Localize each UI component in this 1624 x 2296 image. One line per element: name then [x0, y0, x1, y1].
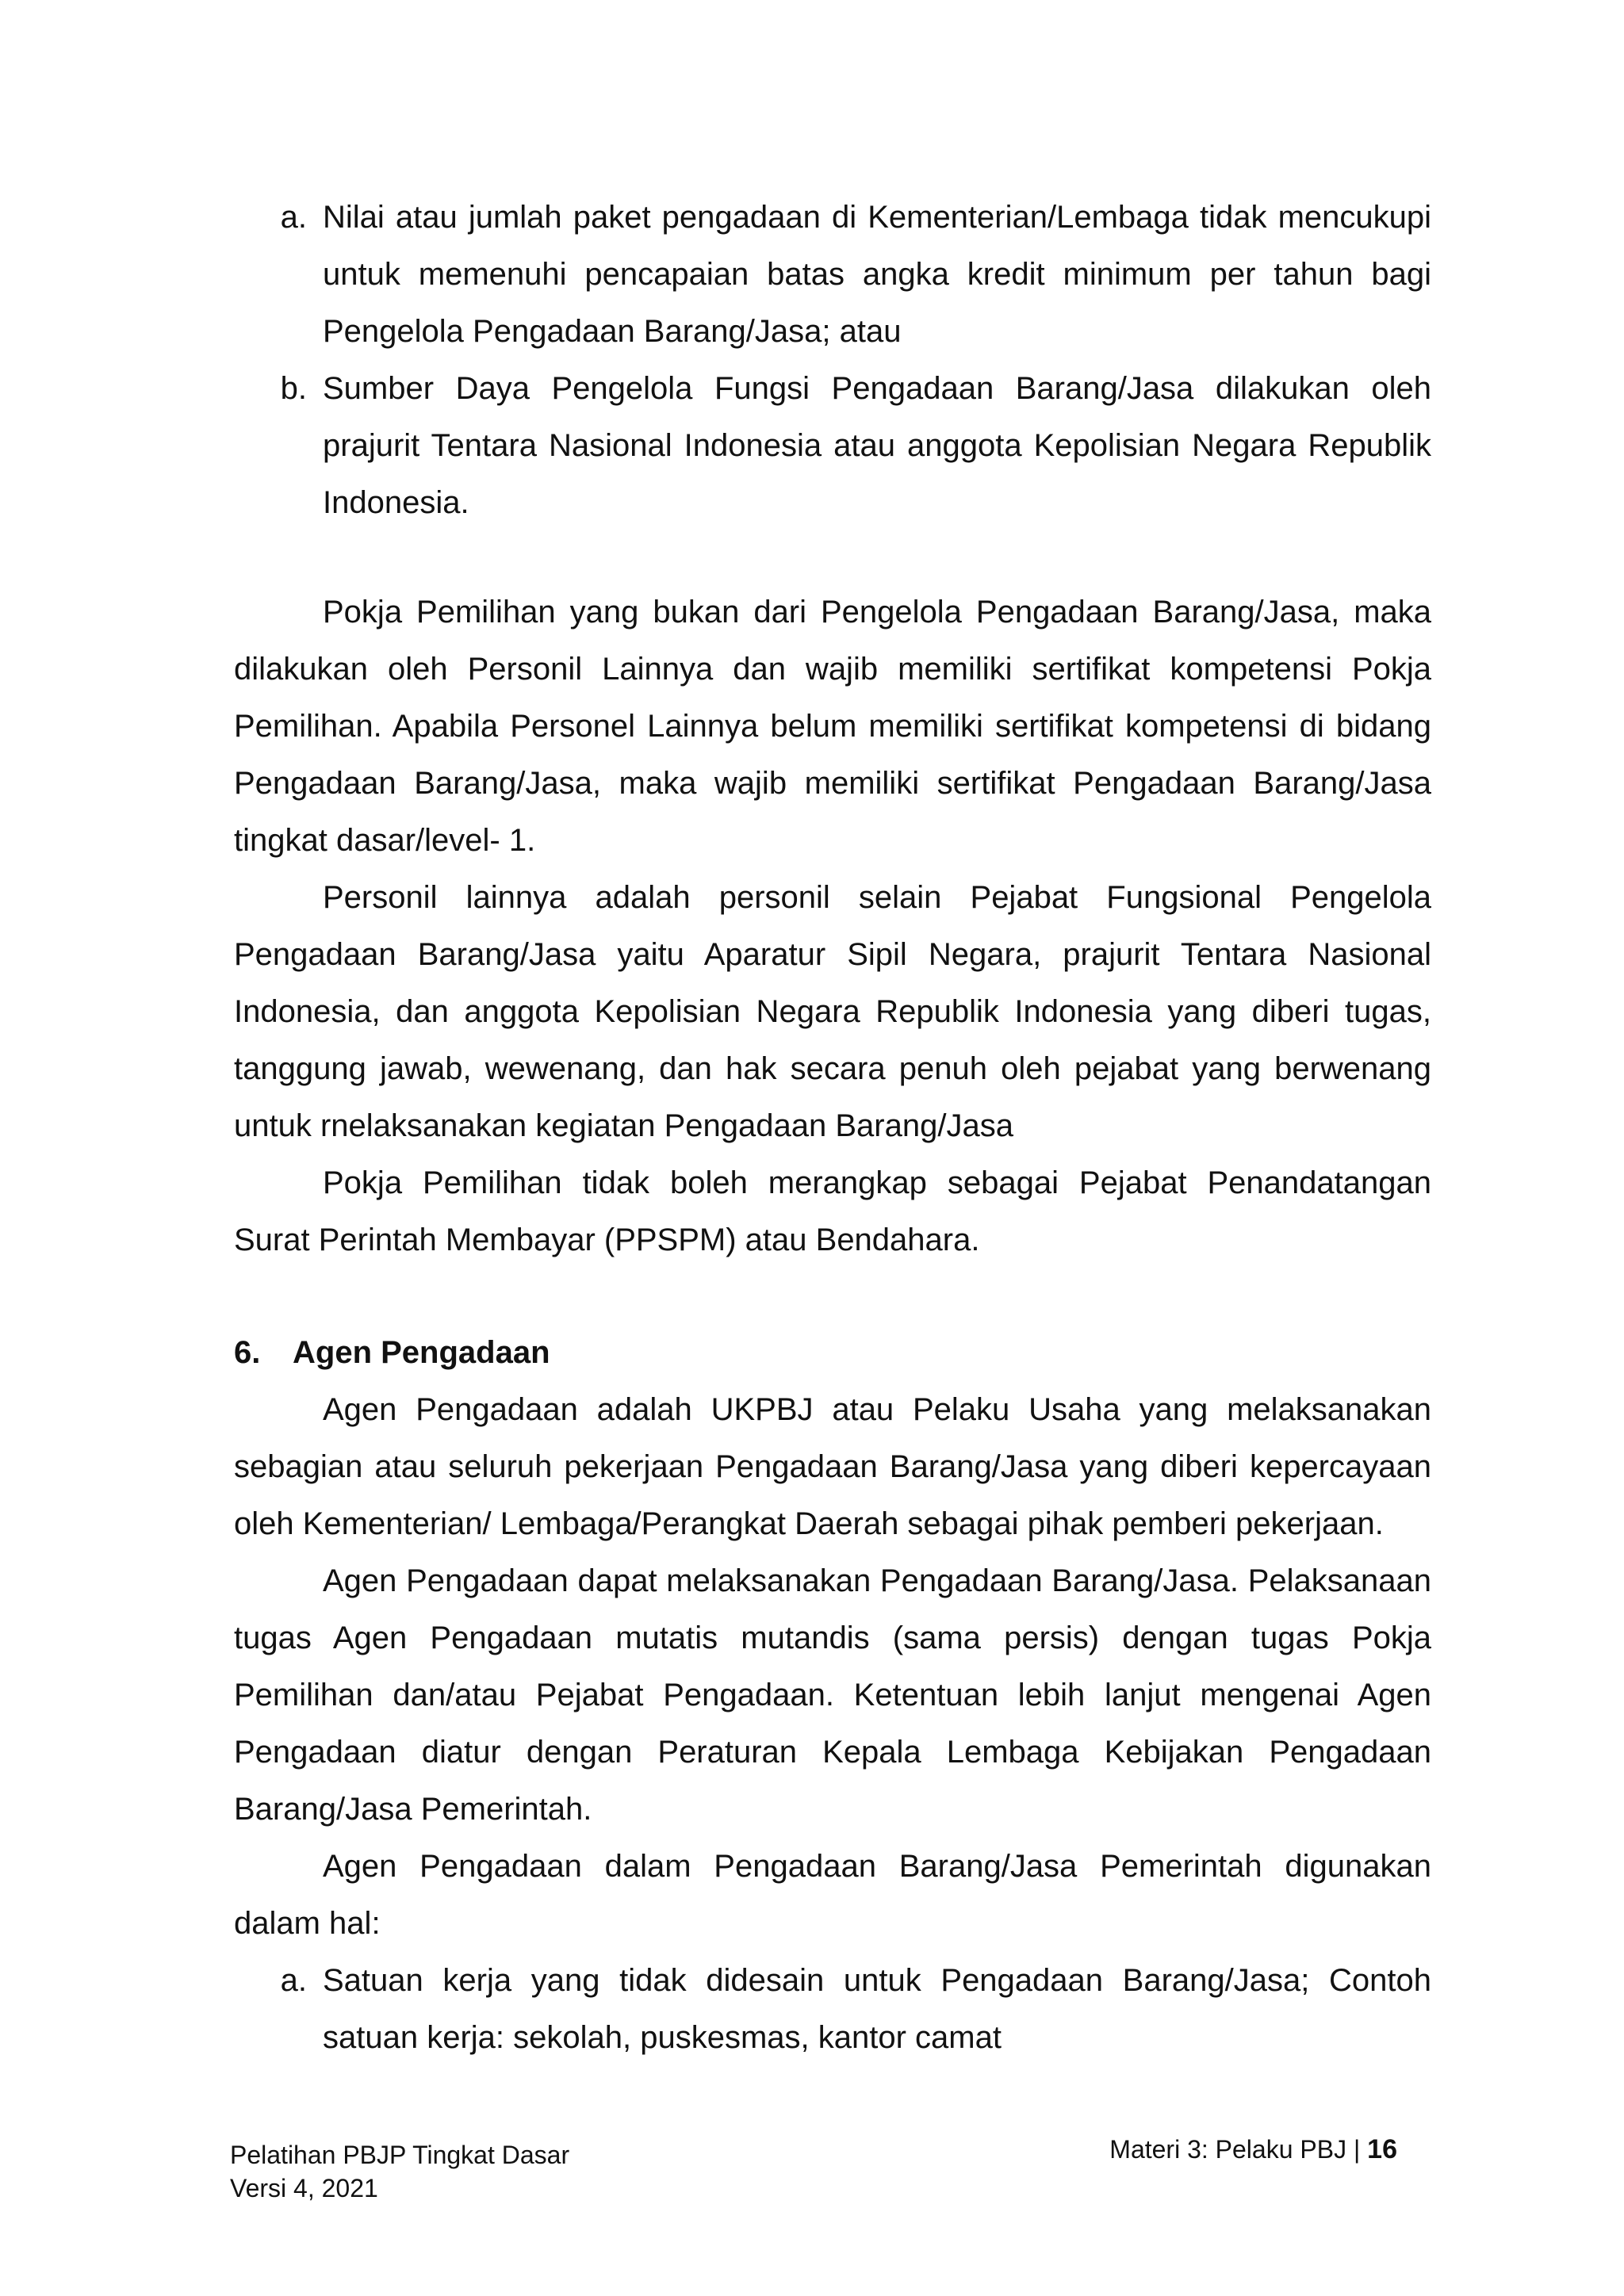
page-number: 16: [1367, 2134, 1397, 2164]
footer-course-title: Pelatihan PBJP Tingkat Dasar: [230, 2141, 570, 2169]
list-marker: a.: [280, 1963, 307, 1998]
footer-version: Versi 4, 2021: [230, 2174, 378, 2202]
paragraph: Agen Pengadaan dapat melaksanakan Pengadaan Barang/Jasa. Pelaksanaan tugas Agen Pengadaan mutatis mutandis (sama persis) dengan tugas Pokja Pemilihan dan/atau Pejabat Pengadaan. Ketentuan lebih lanjut mengenai Agen Pengadaan diatur dengan Peraturan Kepala Lembaga Kebijakan Pengadaan Barang/Jasa Pemerintah.: [234, 1563, 1431, 1827]
list-item: [234, 189, 1431, 360]
footer-left: [230, 2138, 569, 2205]
paragraph: Personil lainnya adalah personil selain Pejabat Fungsional Pengelola Pengadaan Barang/Jasa yaitu Aparatur Sipil Negara, prajurit Tentara Nasional Indonesia, dan anggota Kepolisian Negara Republik Indonesia yang diberi tugas, tanggung jawab, wewenang, dan hak secara penuh oleh pejabat yang berwenang untuk rnelaksanakan kegiatan Pengadaan Barang/Jasa: [234, 880, 1431, 1143]
spacer: [234, 1269, 1431, 1324]
list-item: [234, 1952, 1431, 2066]
paragraph: Pokja Pemilihan yang bukan dari Pengelola Pengadaan Barang/Jasa, maka dilakukan oleh Personil Lainnya dan wajib memiliki sertifikat kompetensi Pokja Pemilihan. Apabila Personel Lainnya belum memiliki sertifikat kompetensi di bidang Pengadaan Barang/Jasa, maka wajib memiliki sertifikat Pengadaan Barang/Jasa tingkat dasar/level- 1.: [234, 595, 1431, 858]
section-heading: [234, 1324, 1431, 1381]
list-item: [234, 360, 1431, 531]
paragraph: Agen Pengadaan adalah UKPBJ atau Pelaku Usaha yang melaksanakan sebagian atau seluruh pekerjaan Pengadaan Barang/Jasa yang diberi kepercayaan oleh Kementerian/ Lembaga/Perangkat Daerah sebagai pihak pemberi pekerjaan.: [234, 1392, 1431, 1541]
list-item-text: Satuan kerja yang tidak didesain untuk Pengadaan Barang/Jasa; Contoh satuan kerja: sekolah, puskesmas, kantor camat: [323, 1963, 1431, 2055]
paragraph: Agen Pengadaan dalam Pengadaan Barang/Jasa Pemerintah digunakan dalam hal:: [234, 1849, 1431, 1941]
paragraph: Pokja Pemilihan tidak boleh merangkap sebagai Pejabat Penandatangan Surat Perintah Membayar (PPSPM) atau Bendahara.: [234, 1165, 1431, 1257]
section-number: 6.: [234, 1335, 261, 1370]
list-item-text: Sumber Daya Pengelola Fungsi Pengadaan Barang/Jasa dilakukan oleh prajurit Tentara Nasional Indonesia atau anggota Kepolisian Negara Republik Indonesia.: [323, 371, 1431, 520]
footer-module-label: Materi 3: Pelaku PBJ |: [1109, 2135, 1361, 2164]
footer-right: [1109, 2133, 1397, 2166]
list-marker: b.: [280, 371, 307, 406]
list-item-text: Nilai atau jumlah paket pengadaan di Kementerian/Lembaga tidak mencukupi untuk memenuhi pencapaian batas angka kredit minimum per tahun bagi Pengelola Pengadaan Barang/Jasa; atau: [323, 200, 1431, 349]
list-marker: a.: [280, 200, 307, 235]
section-title: Agen Pengadaan: [293, 1335, 550, 1370]
page-content: [234, 189, 1431, 2066]
spacer: [234, 531, 1431, 584]
